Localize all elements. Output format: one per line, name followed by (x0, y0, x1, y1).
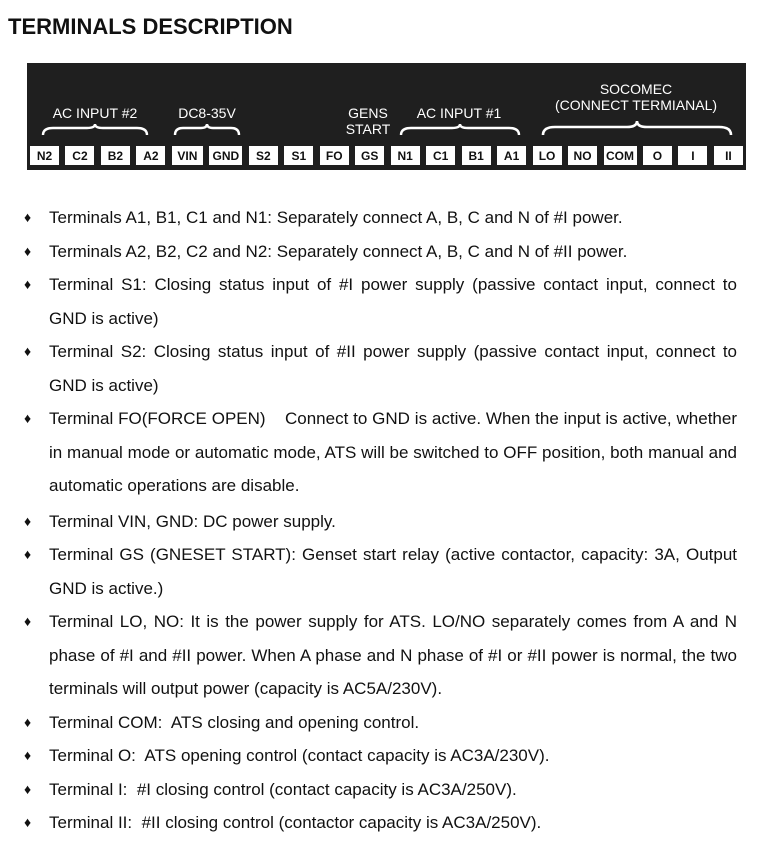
diamond-bullet-icon: ♦ (24, 747, 32, 763)
list-item (0, 538, 771, 605)
page-title: TERMINALS DESCRIPTION (8, 14, 293, 39)
terminal-a1: A1 (497, 146, 526, 165)
terminal-b1: B1 (462, 146, 491, 165)
group-label-gens-start: START (345, 121, 391, 137)
terminal-com: COM (604, 146, 637, 165)
brace-dc (173, 123, 241, 137)
group-label-socomec: SOCOMEC (599, 81, 673, 97)
terminal-strip (30, 146, 743, 166)
item-text: Terminal O: ATS opening control (contact capacity is AC3A/230V). (49, 746, 550, 765)
item-text: Terminal I: #I closing control (contact capacity is AC3A/250V). (49, 779, 517, 799)
terminal-c2: C2 (65, 146, 94, 165)
list-item (0, 235, 771, 269)
list-item (0, 605, 771, 706)
terminal-description-list (0, 201, 771, 840)
item-text: Terminal S2: Closing status input of #II power supply (passive contact input, connect to GND is active) (49, 342, 742, 395)
terminal-c1: C1 (426, 146, 455, 165)
terminal-gs: GS (355, 146, 384, 165)
diamond-bullet-icon: ♦ (24, 242, 32, 259)
diamond-bullet-icon: ♦ (24, 814, 32, 830)
terminal-i: I (678, 146, 707, 165)
group-label-dc: DC8-35V (178, 105, 236, 121)
list-item (0, 268, 771, 335)
terminal-n2: N2 (30, 146, 59, 165)
list-item (0, 201, 771, 235)
list-item (0, 706, 771, 740)
terminal-lo: LO (533, 146, 562, 165)
item-text: Terminal S1: Closing status input of #I power supply (passive contact input, connect to GND is active) (49, 275, 742, 328)
diamond-bullet-icon: ♦ (24, 546, 32, 562)
group-label-ac-input-1: AC INPUT #1 (416, 105, 502, 121)
diamond-bullet-icon: ♦ (24, 613, 32, 629)
list-item (0, 402, 771, 503)
terminal-vin: VIN (172, 146, 203, 165)
list-item (0, 806, 771, 840)
diamond-bullet-icon: ♦ (24, 343, 32, 359)
diamond-bullet-icon: ♦ (24, 209, 32, 225)
terminal-ii: II (714, 146, 743, 165)
group-label-ac-input-2: AC INPUT #2 (52, 105, 138, 121)
group-label-gens: GENS (348, 105, 388, 121)
brace-socomec (541, 119, 733, 137)
terminal-no: NO (568, 146, 597, 165)
brace-ac-input-1 (399, 123, 521, 137)
item-text: Terminal II: #II closing control (contactor capacity is AC3A/250V). (49, 813, 542, 832)
group-label-socomec-connect: (CONNECT TERMIANAL) (554, 97, 718, 113)
diamond-bullet-icon: ♦ (24, 780, 32, 797)
item-text: Terminal LO, NO: It is the power supply for ATS. LO/NO separately comes from A and N phase of #I and #II power. When A phase and N phase of #I or #II power is normal, the two terminals will output power (capacity is AC5A/230V). (49, 612, 742, 698)
terminal-s1: S1 (284, 146, 313, 165)
item-text: Terminal VIN, GND: DC power supply. (49, 511, 336, 531)
item-text: Terminals A2, B2, C2 and N2: Separately connect A, B, C and N of #II power. (49, 241, 628, 261)
diamond-bullet-icon: ♦ (24, 276, 32, 292)
terminal-gnd: GND (209, 146, 242, 165)
list-item (0, 335, 771, 402)
terminal-a2: A2 (136, 146, 165, 165)
brace-ac-input-2 (41, 123, 149, 137)
terminal-fo: FO (320, 146, 349, 165)
terminal-o: O (643, 146, 672, 165)
list-item (0, 773, 771, 807)
list-item (0, 739, 771, 773)
diamond-bullet-icon: ♦ (24, 713, 32, 730)
terminal-n1: N1 (391, 146, 420, 165)
item-text: Terminal GS (GNESET START): Genset start relay (active contactor, capacity: 3A, Output GND is active.) (49, 545, 742, 598)
list-item (0, 505, 771, 539)
terminal-s2: S2 (249, 146, 278, 165)
diamond-bullet-icon: ♦ (24, 410, 32, 426)
diamond-bullet-icon: ♦ (24, 512, 32, 529)
item-text: Terminal FO(FORCE OPEN) Connect to GND is active. When the input is active, whether in manual mode or automatic mode, ATS will be switched to OFF position, both manual and automatic operations are disable. (49, 409, 742, 495)
terminal-b2: B2 (101, 146, 130, 165)
item-text: Terminal COM: ATS closing and opening control. (49, 712, 420, 732)
item-text: Terminals A1, B1, C1 and N1: Separately connect A, B, C and N of #I power. (49, 208, 623, 227)
